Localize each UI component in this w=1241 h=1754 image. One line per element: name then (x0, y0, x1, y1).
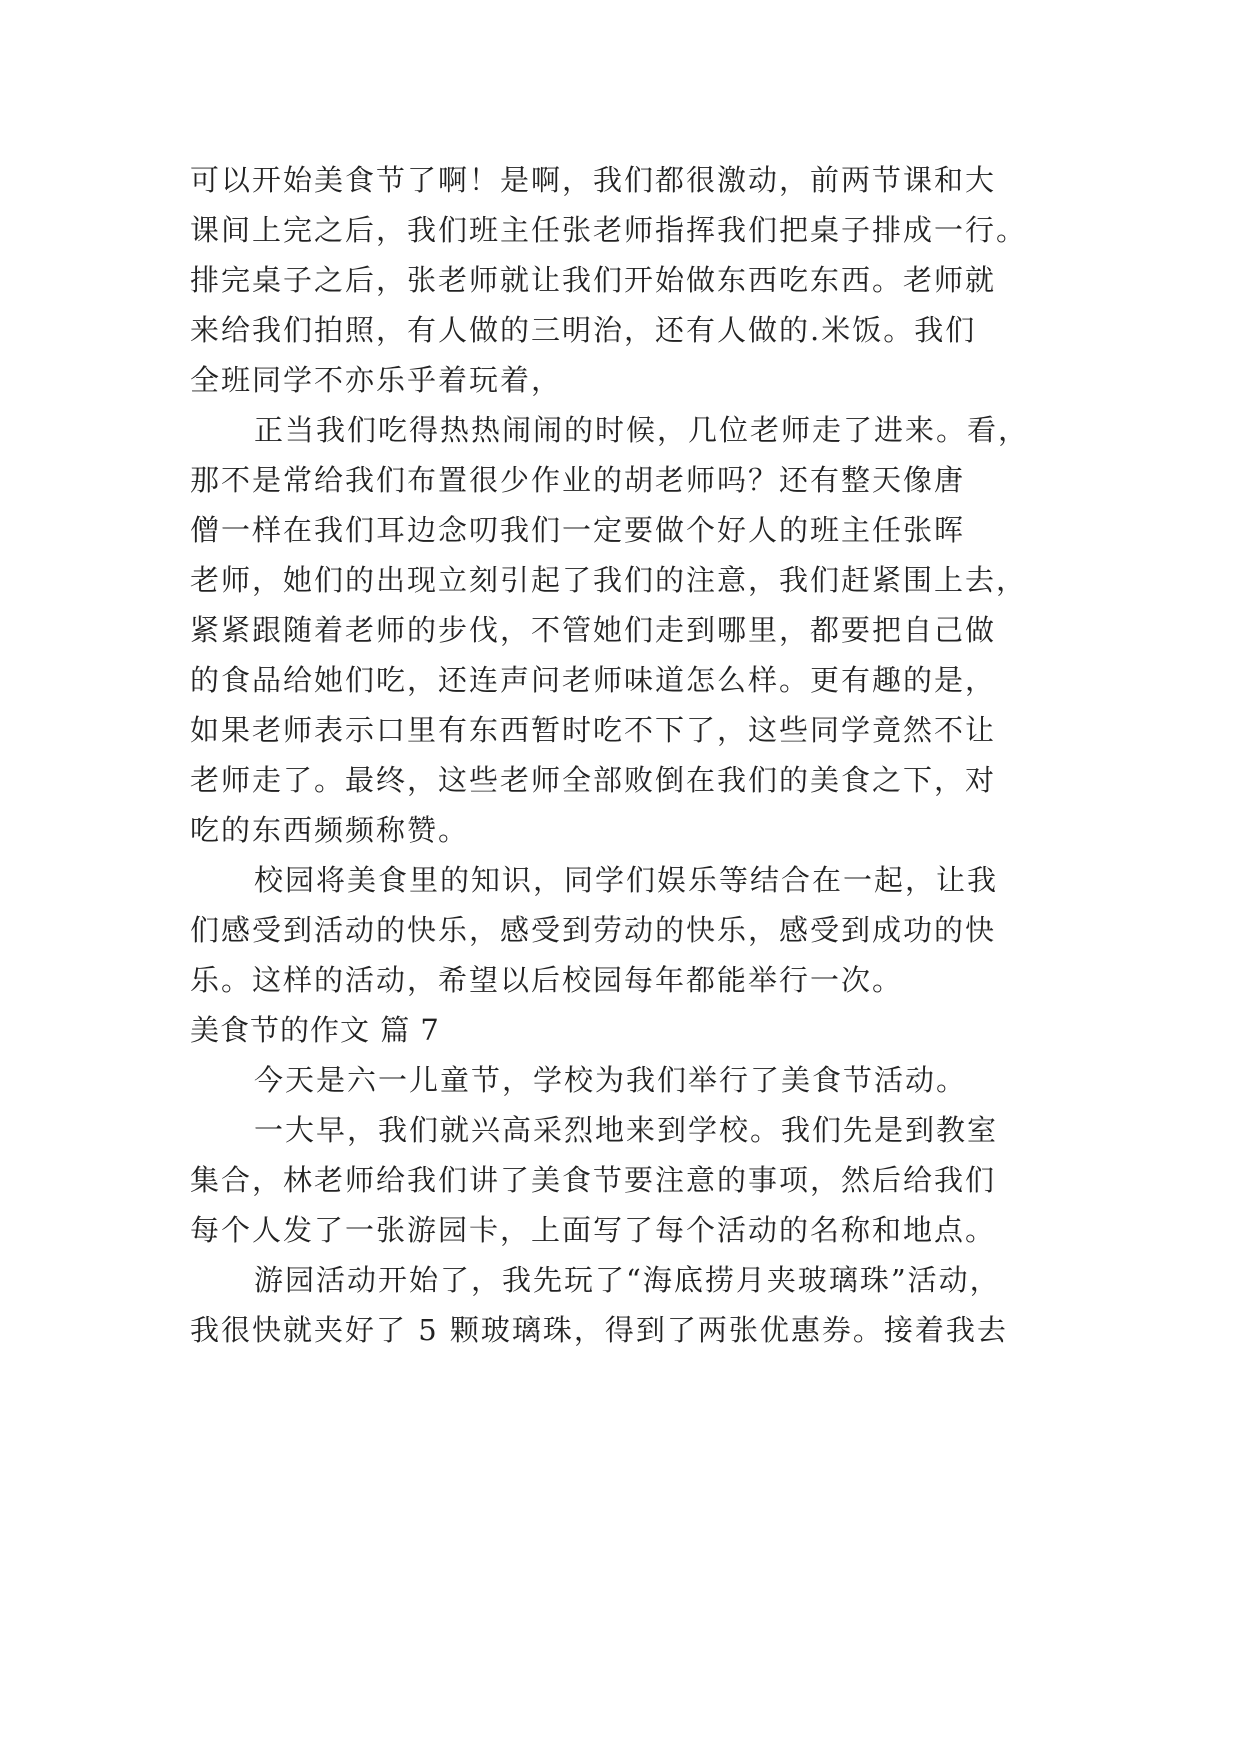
paragraph-first-line: 今天是六一儿童节，学校为我们举行了美食节活动。 (254, 1063, 968, 1097)
text-line: 们感受到活动的快乐，感受到劳动的快乐，感受到成功的快 (190, 913, 997, 947)
text-line: 每个人发了一张游园卡，上面写了每个活动的名称和地点。 (190, 1213, 997, 1247)
text-line: 乐。这样的活动，希望以后校园每年都能举行一次。 (190, 963, 904, 997)
text-line: 我很快就夹好了 5 颗玻璃珠，得到了两张优惠券。接着我去 (190, 1313, 1008, 1347)
paragraph-first-line: 校园将美食里的知识，同学们娱乐等结合在一起，让我 (254, 863, 999, 897)
text-line: 僧一样在我们耳边念叨我们一定要做个好人的班主任张晖 (190, 513, 966, 547)
text-line: 老师走了。最终，这些老师全部败倒在我们的美食之下，对 (190, 763, 997, 797)
text-line: 紧紧跟随着老师的步伐，不管她们走到哪里，都要把自己做 (190, 613, 997, 647)
text-line: 那不是常给我们布置很少作业的胡老师吗？还有整天像唐 (190, 463, 966, 497)
document-body (190, 155, 1070, 1355)
section-heading: 美食节的作文 篇 7 (190, 1013, 440, 1047)
text-line: 老师，她们的出现立刻引起了我们的注意，我们赶紧围上去， (190, 563, 1028, 597)
text-line: 如果老师表示口里有东西暂时吃不下了，这些同学竟然不让 (190, 713, 997, 747)
text-line: 课间上完之后，我们班主任张老师指挥我们把桌子排成一行。 (190, 213, 1028, 247)
text-line: 吃的东西频频称赞。 (190, 813, 470, 847)
paragraph-first-line: 游园活动开始了，我先玩了“海底捞月夹玻璃珠”活动， (254, 1263, 1001, 1297)
paragraph-first-line: 一大早，我们就兴高采烈地来到学校。我们先是到教室 (254, 1113, 999, 1147)
text-line: 的食品给她们吃，还连声问老师味道怎么样。更有趣的是， (190, 663, 997, 697)
text-line: 来给我们拍照，有人做的三明治，还有人做的.米饭。我们 (190, 313, 977, 347)
text-line: 全班同学不亦乐乎着玩着， (190, 363, 563, 397)
paragraph-first-line: 正当我们吃得热热闹闹的时候，几位老师走了进来。看， (254, 413, 1030, 447)
text-line: 可以开始美食节了啊！是啊，我们都很激动，前两节课和大 (190, 163, 997, 197)
text-line: 集合，林老师给我们讲了美食节要注意的事项，然后给我们 (190, 1163, 997, 1197)
text-line: 排完桌子之后，张老师就让我们开始做东西吃东西。老师就 (190, 263, 997, 297)
